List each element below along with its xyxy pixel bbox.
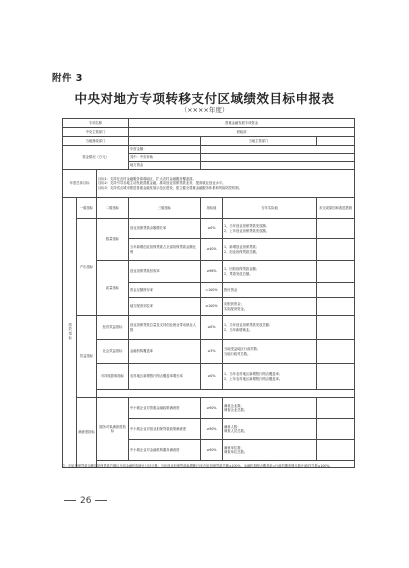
table-row-desc: 满意企业数； 调查企业总数。 — [223, 398, 317, 419]
table-row-metric: 资金足额拨付率 — [129, 283, 201, 298]
col-level2: 二级指标 — [97, 198, 129, 219]
page-number: 26 — [60, 496, 140, 506]
local-fin-dept-value — [129, 137, 201, 146]
table-row-metric: 地方配套到位率 — [129, 298, 201, 316]
table-row-desc: 当地受益地区行政村数； 当地行政村总数。 — [223, 340, 317, 364]
year-subtitle: （××××年度） — [180, 106, 229, 114]
table-row-value: ≥0% — [201, 316, 223, 340]
col-level3: 三级指标 — [129, 198, 201, 219]
table-row-desc: 1、当年创业担保贷款发放额； 2、上年创业担保贷款发放额。 — [223, 219, 317, 239]
table-row-value: =100% — [201, 283, 223, 298]
table-row-value: ≥40% — [201, 239, 223, 261]
table-row-desc: 拨付资金 — [223, 283, 317, 298]
table-row-metric: 创业担保贷款余额增长率 — [129, 219, 201, 239]
table-row-value: ≥98% — [201, 261, 223, 283]
target-line: 目标3：支持试点城市推进普惠金融发展示范区建设，建立健全普惠金融服务体系和风险防控机制。 — [98, 185, 242, 190]
table-row-metric: 农村地区新增银行网点覆盖率增长率 — [129, 364, 201, 390]
local-admin-dept-value — [317, 137, 355, 146]
table-row-desc: 满意人数； 调查人员总数。 — [223, 419, 317, 440]
table-row-metric: 创业担保贷款总量及支持创业就业带动就业人数 — [129, 316, 201, 340]
central-dept-value: 财政部 — [129, 128, 355, 137]
table-row-desc: 1、新增创业担保贷款； 2、创业担保贷款总额。 — [223, 239, 317, 261]
col-local-value: 当年实际值 — [223, 198, 317, 219]
table-row-metric: 创业担保贷款回收率 — [129, 261, 201, 283]
table-row-desc: 应配套资金； 实际配套资金。 — [223, 298, 317, 316]
attachment-label: 附件 3 — [52, 73, 83, 84]
program-name-label: 专项名称 — [63, 119, 129, 128]
target-line: 目标1：支持在农村金融服务薄弱地区，扩大农村金融服务覆盖面。 — [98, 177, 196, 182]
col-unmet-reason: 未完成原因和改进措施 — [317, 198, 355, 219]
local-admin-dept-label: 当地主管部门 — [201, 137, 317, 146]
quality-label: 质量指标 — [97, 261, 129, 316]
table-row-desc: 1、当年农村地区新增银行网点覆盖率； 2、上年农村地区新增银行网点覆盖率。 — [223, 364, 317, 390]
table-row-value: ≥0% — [201, 364, 223, 390]
econ-label: 经济效益指标 — [97, 316, 129, 340]
table-row-metric: 中小微企业对金融机构服务满意度 — [129, 440, 201, 461]
annual-target-text — [97, 170, 355, 198]
table-row-desc: 1、回收担保贷款金额； 2、贷款发放总额。 — [223, 261, 317, 283]
table-row-value: ≥0% — [201, 219, 223, 239]
effect-label: 效益指标 — [77, 316, 97, 398]
local-funds-label: 地方资金 — [129, 162, 201, 170]
table-row-desc: 满意单位数； 调查单位总数。 — [223, 440, 317, 461]
col-value: 指标值 — [201, 198, 223, 219]
local-fin-dept-label: 当地财政部门 — [63, 137, 129, 146]
program-name-value: 普惠金融发展专项资金 — [129, 119, 355, 128]
table-row-value: ≥100% — [201, 298, 223, 316]
social-label: 社会效益指标 — [97, 340, 129, 364]
annual-amount-label: 年度金额： — [129, 146, 201, 154]
table-row-value: ≥90% — [201, 398, 223, 419]
table-row-metric: 中小微企业对创业担保贷款政策满意度 — [129, 419, 201, 440]
quantity-label: 数量指标 — [97, 219, 129, 261]
target-line: 目标2：支持引导各地主动发展普惠金融，推动创业担保贷款业务，提高就业创业水平。 — [98, 181, 226, 186]
col-level1: 一级指标 — [77, 198, 97, 219]
central-subsidy-label: 其中：中央补助 — [129, 154, 201, 162]
table-row-desc: 1、当年创业担保贷款发放总额； 2、当年新增就业。 — [223, 316, 317, 340]
target-form-table — [62, 118, 355, 468]
satisfaction-label: 满意度指标 — [77, 398, 97, 468]
table-row-metric: 当年新增创业担保贷款占全部担保贷款金额比例 — [129, 239, 201, 261]
table-row-value: ≥3% — [201, 340, 223, 364]
central-dept-label: 中央主管部门 — [63, 128, 129, 137]
output-label: 产出指标 — [77, 219, 97, 316]
table-row-value: ≥90% — [201, 419, 223, 440]
table-row-value: ≥90% — [201, 440, 223, 461]
sustain-label: 可持续影响指标 — [97, 364, 129, 390]
page-title: 中央对地方专项转移支付区域绩效目标申报表 — [74, 91, 335, 106]
perf-indicator-label: 绩效指标 — [63, 198, 77, 468]
annual-target-label: 年度总体目标 — [63, 170, 97, 198]
table-row-metric: 金融机构覆盖率 — [129, 340, 201, 364]
table-row-metric: 中小微企业对普惠金融政策满意度 — [129, 398, 201, 419]
funds-label: 资金情况（万元） — [63, 146, 129, 170]
footnote: 注：创业担保贷款余额及担保贷款总额以全部金融机构统计口径计算；当年创业担保贷款新增额/当年创业担保贷款总额≥100%，金融机构网点覆盖率=行政村覆盖网点数/行政村总数≥100%。 — [62, 464, 333, 468]
service-label: 服务对象满意度指标 — [97, 398, 129, 461]
